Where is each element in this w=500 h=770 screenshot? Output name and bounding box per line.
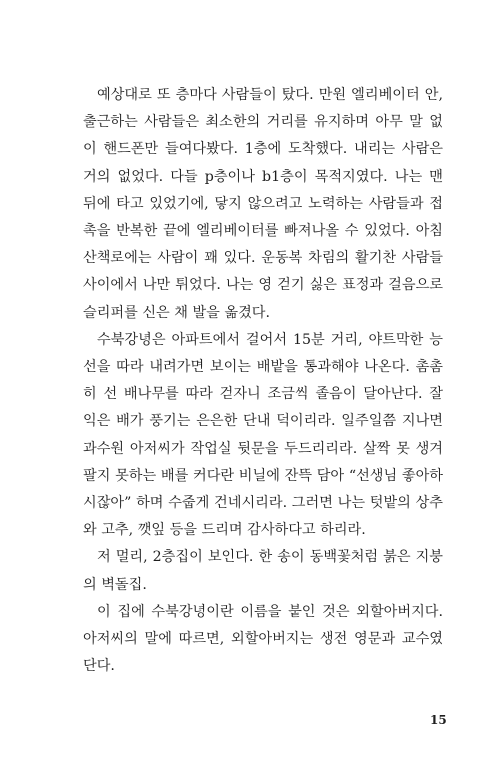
paragraph-3: 저 멀리, 2층집이 보인다. 한 송이 동백꽃처럼 붉은 지붕의 벽돌집. bbox=[83, 549, 443, 593]
paragraph-4: 이 집에 수북강녕이란 이름을 붙인 것은 외할아버지다. 아저씨의 말에 따르면, 외할아버지는 생전 영문과 교수였단다. bbox=[83, 603, 443, 675]
paragraph-1: 예상대로 또 층마다 사람들이 탔다. 만원 엘리베이터 안, 출근하는 사람들은 최소한의 거리를 유지하며 아무 말 없이 핸드폰만 들여다봤다. 1층에 도착했다. 내리는 사람은 거의 없었다. 다들 p층이나 b1층이 목적지였다. 나는 맨 뒤에 타고 있었기에, 닿지 않으려고 노력하는 사람들과 접촉을 반복한 끝에 엘리베이터를 빠져나올 수 있었다. 아침 산책로에는 사람이 꽤 있다. 운동복 차림의 활기찬 사람들 사이에서 나만 튀었다. 나는 영 걷기 싫은 표정과 걸음으로 슬리퍼를 신은 채 발을 옮겼다. bbox=[83, 87, 443, 321]
page-number: 15 bbox=[430, 713, 447, 727]
paragraph-2: 수북강녕은 아파트에서 걸어서 15분 거리, 야트막한 능선을 따라 내려가면 보이는 배밭을 통과해야 나온다. 촘촘히 선 배나무를 따라 걷자니 조금씩 졸음이 달아난다. 잘 익은 배가 풍기는 은은한 단내 덕이리라. 일주일쯤 지나면 과수원 아저씨가 작업실 뒷문을 두드리리라. 살짝 못 생겨 팔지 못하는 배를 커다란 비닐에 잔뜩 담아 “선생님 좋아하시잖아” 하며 수줍게 건네시리라. 그러면 나는 텃밭의 상추와 고추, 깻잎 등을 드리며 감사하다고 하리라. bbox=[83, 331, 443, 539]
body-text bbox=[83, 82, 443, 680]
